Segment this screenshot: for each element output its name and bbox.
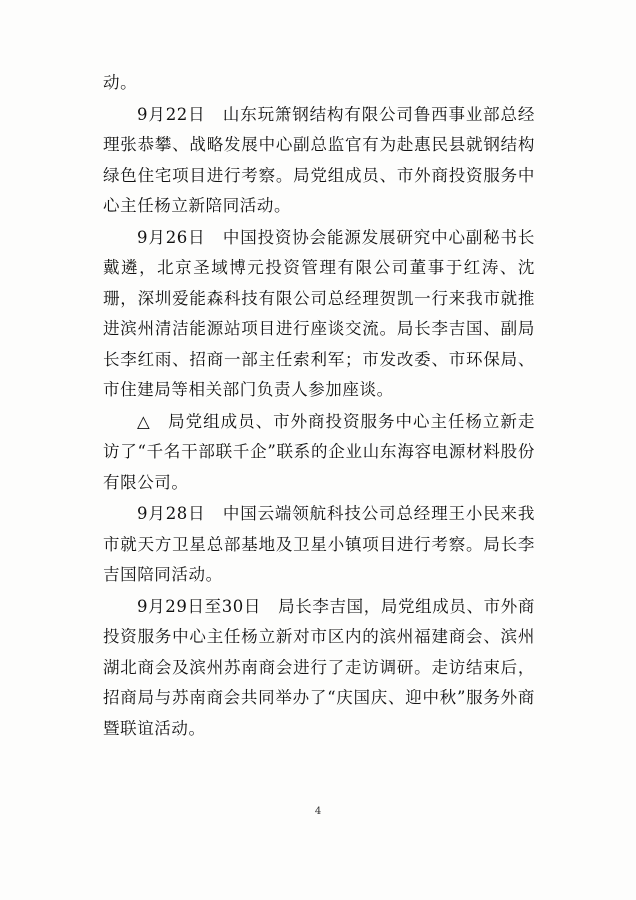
- paragraph-sep-22: 9月22日 山东玩箫钢结构有限公司鲁西事业部总经理张恭攀、战略发展中心副总监官有为赴惠民县就钢结构绿色住宅项目进行考察。局党组成员、市外商投资服务中心主任杨立新陪同活动。: [103, 104, 535, 215]
- page-number: 4: [314, 806, 322, 817]
- paragraph-sep-26: 9月26日 中国投资协会能源发展研究中心副秘书长戴遴，北京圣域博元投资管理有限公司董事于红涛、沈珊，深圳爱能森科技有限公司总经理贺凯一行来我市就推进滨州清洁能源站项目进行座谈交流。局长李吉国、副局长李红雨、招商一部主任索利军；市发改委、市环保局、市住建局等相关部门负责人参加座谈。: [103, 227, 535, 399]
- body-text: [103, 68, 535, 744]
- paragraph-continuation: 动。: [103, 73, 138, 92]
- paragraph-sep-29-30: 9月29日至30日 局长李吉国，局党组成员、市外商投资服务中心主任杨立新对市区内的滨州福建商会、滨州湖北商会及滨州苏南商会进行了走访调研。走访结束后，招商局与苏南商会共同举办了“庆国庆、迎中秋”服务外商暨联谊活动。: [103, 596, 535, 738]
- paragraph-sep-28: 9月28日 中国云端领航科技公司总经理王小民来我市就天方卫星总部基地及卫星小镇项目进行考察。局长李吉国陪同活动。: [103, 504, 535, 584]
- paragraph-visit-enterprise: △ 局党组成员、市外商投资服务中心主任杨立新走访了“千名干部联千企”联系的企业山东海容电源材料股份有限公司。: [103, 411, 535, 492]
